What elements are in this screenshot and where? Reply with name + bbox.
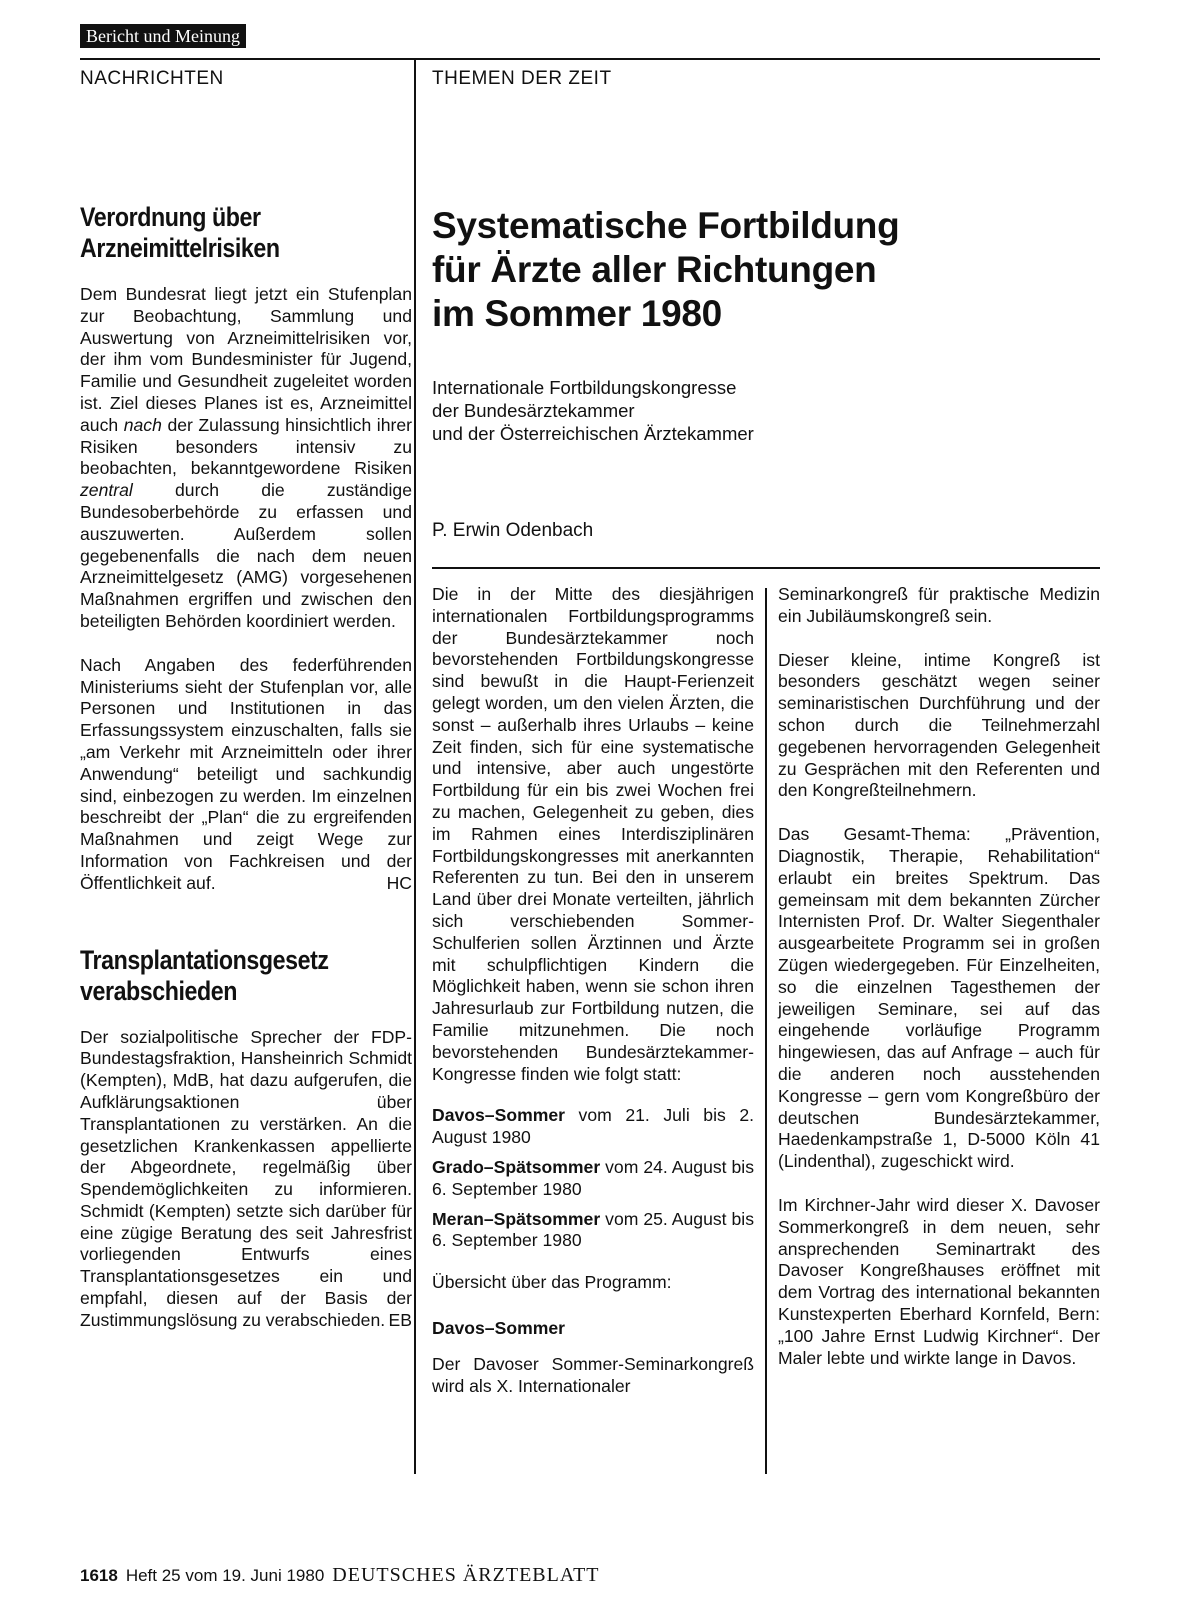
col2-paragraph-4: Im Kirchner-Jahr wird dieser X. Davoser Sommerkongreß in dem neuen, sehr ansprechenden Seminartrakt des Davoser Kongreßhauses eröffnet mit dem Vortrag des international bekannten Kunstexperten Eberhard Kornfeld, Bern: „100 Jahre Ernst Ludwig Kirchner“. Der Maler lebte und wirkte lange in Davos. [778, 1194, 1100, 1368]
column-divider-inner [765, 588, 767, 1474]
page-number: 1618 [80, 1566, 118, 1585]
article-subtitle: Internationale Fortbildungskongresse der Bundesärztekammer und der Österreichischen Ärztekammer [432, 377, 754, 444]
davos-paragraph: Der Davoser Sommer-Seminarkongreß wird als X. Internationaler [432, 1353, 754, 1396]
news-column [80, 202, 412, 1332]
article-column-2 [778, 584, 1100, 1369]
event-grado: Grado–Spätsommer vom 24. August bis 6. September 1980 [432, 1156, 754, 1199]
article-column-1 [432, 584, 754, 1397]
program-overview: Übersicht über das Programm: [432, 1272, 672, 1293]
top-rule [80, 58, 1100, 60]
event-meran: Meran–Spätsommer vom 25. August bis 6. September 1980 [432, 1208, 754, 1251]
news-2-signature: EB [388, 1309, 412, 1330]
header-tab: Bericht und Meinung [80, 24, 246, 48]
col2-paragraph-2: Dieser kleine, intime Kongreß ist besonders geschätzt wegen seiner seminaristischen Durchführung und der schon durch die Teilnehmerzahl gegebenen hervorragenden Gelegenheit zu Gesprächen mit den Referenten und den Kongreßteilnehmern. [778, 649, 1100, 801]
article-title: Systematische Fortbildung für Ärzte aller Richtungen im Sommer 1980 [432, 205, 900, 334]
news-1-paragraph-2: Nach Angaben des federführenden Ministeriums sieht der Stufenplan vor, alle Personen und Institutionen in das Erfassungssystem einzuschalten, falls sie „am Verkehr mit Arzneimitteln oder ihrer Anwendung“ beteiligt und sachkundig sind, einbezogen zu werden. Im einzelnen beschreibt der „Plan“ die zu ergreifenden Maßnahmen und zeigt Wege zur Information von Fachkreisen und der Öffentlichkeit auf. HC [80, 654, 412, 893]
event-davos: Davos–Sommer vom 21. Juli bis 2. August 1980 [432, 1105, 754, 1148]
issue-info: Heft 25 vom 19. Juni 1980 [125, 1566, 325, 1585]
news-1-paragraph-1: Dem Bundesrat liegt jetzt ein Stufenplan zur Beobachtung, Sammlung und Auswertung von Arzneimittelrisiken vor, der ihm vom Bundesminister für Jugend, Familie und Gesundheit zugeleitet worden ist. Ziel dieses Planes ist es, Arzneimittel auch nach der Zulassung hinsichtlich ihrer Risiken besonders intensiv zu beobachten, bekanntgewordene Risiken zentral durch die zuständige Bundesoberbehörde zu erfassen und auszuwerten. Außerdem sollen gegebenenfalls die nach dem neuen Arzneimittelgesetz (AMG) vorgesehenen Maßnahmen ergriffen und zwischen den beteiligten Behörden koordiniert werden. [80, 284, 412, 631]
article-intro-paragraph: Die in der Mitte des diesjährigen internationalen Fortbildungsprogramms der Bundesärztekammer noch bevorstehenden Fortbildungskongresse sind bewußt in die Haupt-Ferienzeit gelegt worden, um den vielen Ärzten, die sonst – außerhalb ihres Urlaubs – keine Zeit finden, sich für eine systematische und intensive, aber auch ungestörte Fortbildung für ein bis zwei Wochen frei zu machen, Gelegenheit zu geben, dies im Rahmen eines Interdisziplinären Fortbildungskongresses mit anerkannten Referenten zu tun. Bei den in unserem Land über drei Monate verteilten, jährlich sich verschiebenden Sommer-Schulferien sollen Ärztinnen und Ärzte mit schulpflichtigen Kindern die Möglichkeit haben, wenn sie schon ihren Jahresurlaub zur Fortbildung nutzen, die Familie mitzunehmen. Die noch bevorstehenden Bundesärztekammer-Kongresse finden wie folgt statt: [432, 584, 754, 1084]
news-1-signature: HC [386, 872, 412, 893]
section-label-nachrichten: NACHRICHTEN [80, 68, 224, 89]
news-title-2: Transplantationsgesetz verabschieden [80, 944, 329, 1006]
davos-subheading: Davos–Sommer [432, 1317, 565, 1338]
magazine-name: DEUTSCHES ÄRZTEBLATT [332, 1564, 600, 1586]
page-footer [80, 1564, 600, 1587]
col2-paragraph-3: Das Gesamt-Thema: „Prävention, Diagnostik, Therapie, Rehabilitation“ erlaubt ein breites Spektrum. Das gemeinsam mit dem bekannten Zürcher Internisten Prof. Dr. Walter Siegenthaler ausgearbeitete Programm sei in großen Zügen wiedergegeben. Für Einzelheiten, so die einzelnen Tagesthemen der jeweiligen Seminare, sei auf das eingehende vorläufige Programm hingewiesen, das auf Anfrage – auch für die anderen noch ausstehenden Kongresse – gern vom Kongreßbüro der deutschen Bundesärztekammer, Haedenkampstraße 1, D-5000 Köln 41 (Lindenthal), zugeschickt wird. [778, 824, 1100, 1172]
col2-paragraph-1: Seminarkongreß für praktische Medizin ein Jubiläumskongreß sein. [778, 584, 1100, 626]
column-divider-main [414, 58, 416, 1474]
news-2-paragraph-1: Der sozialpolitische Sprecher der FDP-Bundestagsfraktion, Hansheinrich Schmidt (Kempten), MdB, hat dazu aufgerufen, die Aufklärungsaktionen über Transplantationen zu verstärken. An die gesetzlichen Krankenkassen appellierte der Abgeordnete, regelmäßig über Spendemöglichkeiten zu informieren. Schmidt (Kempten) setzte sich darüber für eine zügige Beratung des seit Jahresfrist vorliegenden Entwurfs eines Transplantationsgesetzes ein und empfahl, diesen auf der Basis der Zustimmungslösung zu verabschieden. EB [80, 1026, 412, 1330]
article-author: P. Erwin Odenbach [432, 520, 594, 541]
article-rule [432, 567, 1100, 569]
section-label-themen: THEMEN DER ZEIT [432, 68, 612, 89]
news-title-1: Verordnung über Arzneimittelrisiken [80, 202, 280, 263]
